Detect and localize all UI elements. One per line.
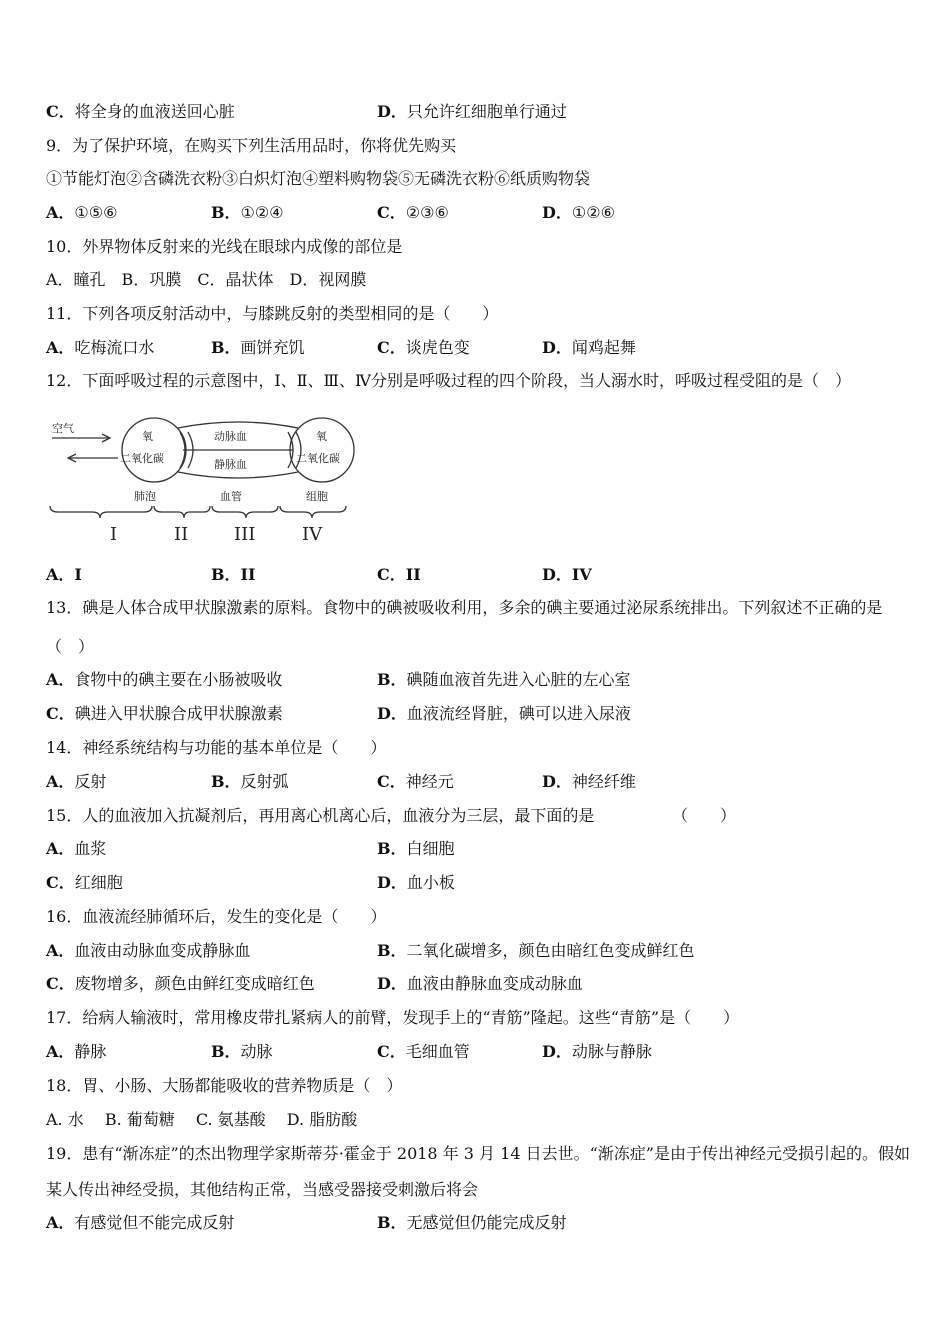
q13-option-c <box>46 703 283 725</box>
option-label: C． <box>377 772 406 791</box>
q14-option-a <box>46 771 106 793</box>
option-label: A． <box>46 1042 75 1061</box>
option-label: C． <box>377 1042 406 1061</box>
q13-stem-blank: （ ） <box>46 637 95 656</box>
q12-option-a <box>46 564 82 586</box>
q10-options: A．瞳孔 B．巩膜 C．晶状体 D．视网膜 <box>46 270 367 289</box>
option-label: A． <box>46 839 75 858</box>
vessel-bottom-line <box>178 472 298 478</box>
q11-stem: 11．下列各项反射活动中，与膝跳反射的类型相同的是（ ） <box>46 304 499 323</box>
q13-option-b <box>377 669 631 691</box>
option-label: B． <box>211 772 241 791</box>
q9-option-a <box>46 202 117 224</box>
option-text: 血液由静脉血变成动脉血 <box>406 974 583 993</box>
option-text: 红细胞 <box>74 873 123 892</box>
q15-option-d <box>377 872 455 894</box>
q9-option-d <box>542 202 615 224</box>
option-text: 画饼充饥 <box>240 338 305 357</box>
option-label: C． <box>377 565 406 584</box>
option-text: 血浆 <box>74 839 107 858</box>
q17-option-a <box>46 1041 106 1063</box>
q11-option-c <box>377 337 470 359</box>
q16-option-b <box>377 940 695 962</box>
q17-option-c <box>377 1041 470 1063</box>
label-stage-2: II <box>174 524 189 545</box>
label-vein-blood: 静脉血 <box>214 458 247 471</box>
option-text: 吃梅流口水 <box>74 338 155 357</box>
option-text: II <box>405 565 421 584</box>
option-text: 反射弧 <box>240 772 289 791</box>
q9-option-b <box>211 202 284 224</box>
option-text: II <box>240 565 256 584</box>
label-cell: 组胞 <box>306 490 328 503</box>
option-label: A． <box>46 1213 75 1232</box>
q13-option-d <box>377 703 631 725</box>
q18-stem: 18．胃、小肠、大肠都能吸收的营养物质是（ ） <box>46 1076 403 1095</box>
option-label: D． <box>542 772 572 791</box>
q15-option-b <box>377 838 455 860</box>
option-text: IV <box>571 565 592 584</box>
alveolus-circle <box>122 418 186 482</box>
option-text: 血小板 <box>406 873 455 892</box>
option-label: B． <box>377 1213 407 1232</box>
option-text: 无感觉但仍能完成反射 <box>406 1213 567 1232</box>
q12-option-c <box>377 564 421 586</box>
q9-items: ①节能灯泡②含磷洗衣粉③白炽灯泡④塑料购物袋⑤无磷洗衣粉⑥纸质购物袋 <box>46 169 591 188</box>
option-label: A． <box>46 772 75 791</box>
q16-option-d <box>377 973 583 995</box>
option-text: ①②④ <box>240 203 284 222</box>
option-text: 闻鸡起舞 <box>571 338 636 357</box>
q15-option-c <box>46 872 123 894</box>
option-label: D． <box>542 1042 572 1061</box>
option-text: 血液由动脉血变成静脉血 <box>74 941 251 960</box>
option-label: B． <box>211 1042 241 1061</box>
option-label: A． <box>46 941 75 960</box>
option-label: C． <box>46 873 75 892</box>
option-label: D． <box>542 565 572 584</box>
option-text: ②③⑥ <box>405 203 449 222</box>
option-label: D． <box>377 974 407 993</box>
option-text: 神经纤维 <box>571 772 636 791</box>
label-stage-3: III <box>234 524 256 545</box>
label-air: 空气 <box>52 422 74 435</box>
option-label: A． <box>46 670 75 689</box>
q17-stem: 17．给病人输液时，常用橡皮带扎紧病人的前臂，发现手上的“青筋”隆起。这些“青筋”是（ ） <box>46 1008 740 1027</box>
brace-stage-4 <box>280 506 346 518</box>
q9-stem: 9．为了保护环境，在购买下列生活用品时，你将优先购买 <box>46 136 457 155</box>
option-text: 血液流经肾脏，碘可以进入尿液 <box>406 704 631 723</box>
brace-stage-1 <box>50 506 152 518</box>
option-text: 毛细血管 <box>405 1042 470 1061</box>
q13-option-a <box>46 669 282 691</box>
option-text: 动脉 <box>240 1042 273 1061</box>
option-text: 有感觉但不能完成反射 <box>74 1213 235 1232</box>
option-text: 废物增多，颜色由鲜红变成暗红色 <box>74 974 315 993</box>
q16-option-a <box>46 940 250 962</box>
q18-options: A. 水 B. 葡萄糖 C. 氨基酸 D. 脂肪酸 <box>46 1110 358 1129</box>
q14-stem: 14．神经系统结构与功能的基本单位是（ ） <box>46 738 387 757</box>
q10-stem: 10．外界物体反射来的光线在眼球内成像的部位是 <box>46 237 403 256</box>
option-label: C． <box>46 102 75 121</box>
option-text: 食物中的碘主要在小肠被吸收 <box>74 670 283 689</box>
option-label: B． <box>377 670 407 689</box>
option-label: A． <box>46 565 75 584</box>
option-label: C． <box>377 203 406 222</box>
option-text: 神经元 <box>405 772 454 791</box>
label-alveoli: 肺泡 <box>134 490 156 503</box>
q19-stem-continued: 某人传出神经受损，其他结构正常，当感受器接受刺激后将会 <box>46 1180 479 1199</box>
q12-option-d <box>542 564 592 586</box>
option-text: ①②⑥ <box>571 203 615 222</box>
option-label: A． <box>46 338 75 357</box>
q19-option-b <box>377 1212 567 1234</box>
label-oxygen-left: 氧 <box>142 430 153 443</box>
option-text: 静脉 <box>74 1042 107 1061</box>
q11-option-a <box>46 337 154 359</box>
q11-option-b <box>211 337 305 359</box>
q9-option-c <box>377 202 449 224</box>
option-label: D． <box>377 102 407 121</box>
respiration-diagram <box>48 412 368 552</box>
option-text: 白细胞 <box>406 839 455 858</box>
option-label: D． <box>542 203 572 222</box>
brace-stage-3 <box>212 506 278 518</box>
label-stage-4: IV <box>302 524 323 545</box>
option-text: ①⑤⑥ <box>74 203 118 222</box>
option-label: B． <box>211 565 241 584</box>
option-text: 将全身的血液送回心脏 <box>74 102 235 121</box>
cell-circle <box>290 418 354 482</box>
option-label: B． <box>377 941 407 960</box>
option-label: D． <box>377 704 407 723</box>
option-text: 二氧化碳增多，颜色由暗红色变成鲜红色 <box>406 941 695 960</box>
brace-stage-2 <box>154 506 210 518</box>
option-label: D． <box>377 873 407 892</box>
option-label: D． <box>542 338 572 357</box>
q11-option-d <box>542 337 636 359</box>
q8-option-c <box>46 101 235 123</box>
q14-option-b <box>211 771 289 793</box>
option-label: B． <box>211 338 241 357</box>
q19-stem: 19．患有“渐冻症”的杰出物理学家斯蒂芬·霍金于 2018 年 3 月 14 日去世。“渐冻症”是由于传出神经元受损引起的。假如 <box>46 1144 910 1163</box>
option-text: 碘随血液首先进入心脏的左心室 <box>406 670 631 689</box>
q8-option-d <box>377 101 567 123</box>
option-text: I <box>74 565 82 584</box>
label-oxygen-right: 氧 <box>316 430 327 443</box>
option-label: C． <box>46 704 75 723</box>
q15-stem: 15．人的血液加入抗凝剂后，再用离心机离心后，血液分为三层，最下面的是 <box>46 806 595 825</box>
option-label: B． <box>211 203 241 222</box>
q19-option-a <box>46 1212 234 1234</box>
q14-option-d <box>542 771 636 793</box>
option-text: 只允许红细胞单行通过 <box>406 102 567 121</box>
vessel-top-line <box>178 422 298 428</box>
option-label: C． <box>377 338 406 357</box>
option-label: B． <box>377 839 407 858</box>
q15-answer-blank: （ ） <box>672 806 737 825</box>
q12-stem: 12．下面呼吸过程的示意图中，Ⅰ、Ⅱ、Ⅲ、Ⅳ分别是呼吸过程的四个阶段，当人溺水时，呼吸过程受阻的是（ ） <box>46 371 851 390</box>
label-vessel: 血管 <box>220 490 242 503</box>
option-text: 动脉与静脉 <box>571 1042 652 1061</box>
q17-option-b <box>211 1041 273 1063</box>
q15-option-a <box>46 838 106 860</box>
q12-option-b <box>211 564 256 586</box>
option-text: 谈虎色变 <box>405 338 470 357</box>
label-co2-left: 二氧化碳 <box>120 452 164 465</box>
q14-option-c <box>377 771 454 793</box>
q13-stem: 13．碘是人体合成甲状腺激素的原料。食物中的碘被吸收利用，多余的碘主要通过泌尿系统排出。下列叙述不正确的是 <box>46 598 883 617</box>
q16-stem: 16．血液流经肺循环后，发生的变化是（ ） <box>46 907 387 926</box>
option-label: C． <box>46 974 75 993</box>
option-text: 反射 <box>74 772 107 791</box>
q17-option-d <box>542 1041 652 1063</box>
label-co2-right: 二氧化碳 <box>296 452 340 465</box>
option-label: A． <box>46 203 75 222</box>
label-stage-1: I <box>110 524 118 545</box>
q16-option-c <box>46 973 315 995</box>
option-text: 碘进入甲状腺合成甲状腺激素 <box>74 704 283 723</box>
label-artery-blood: 动脉血 <box>214 430 247 443</box>
